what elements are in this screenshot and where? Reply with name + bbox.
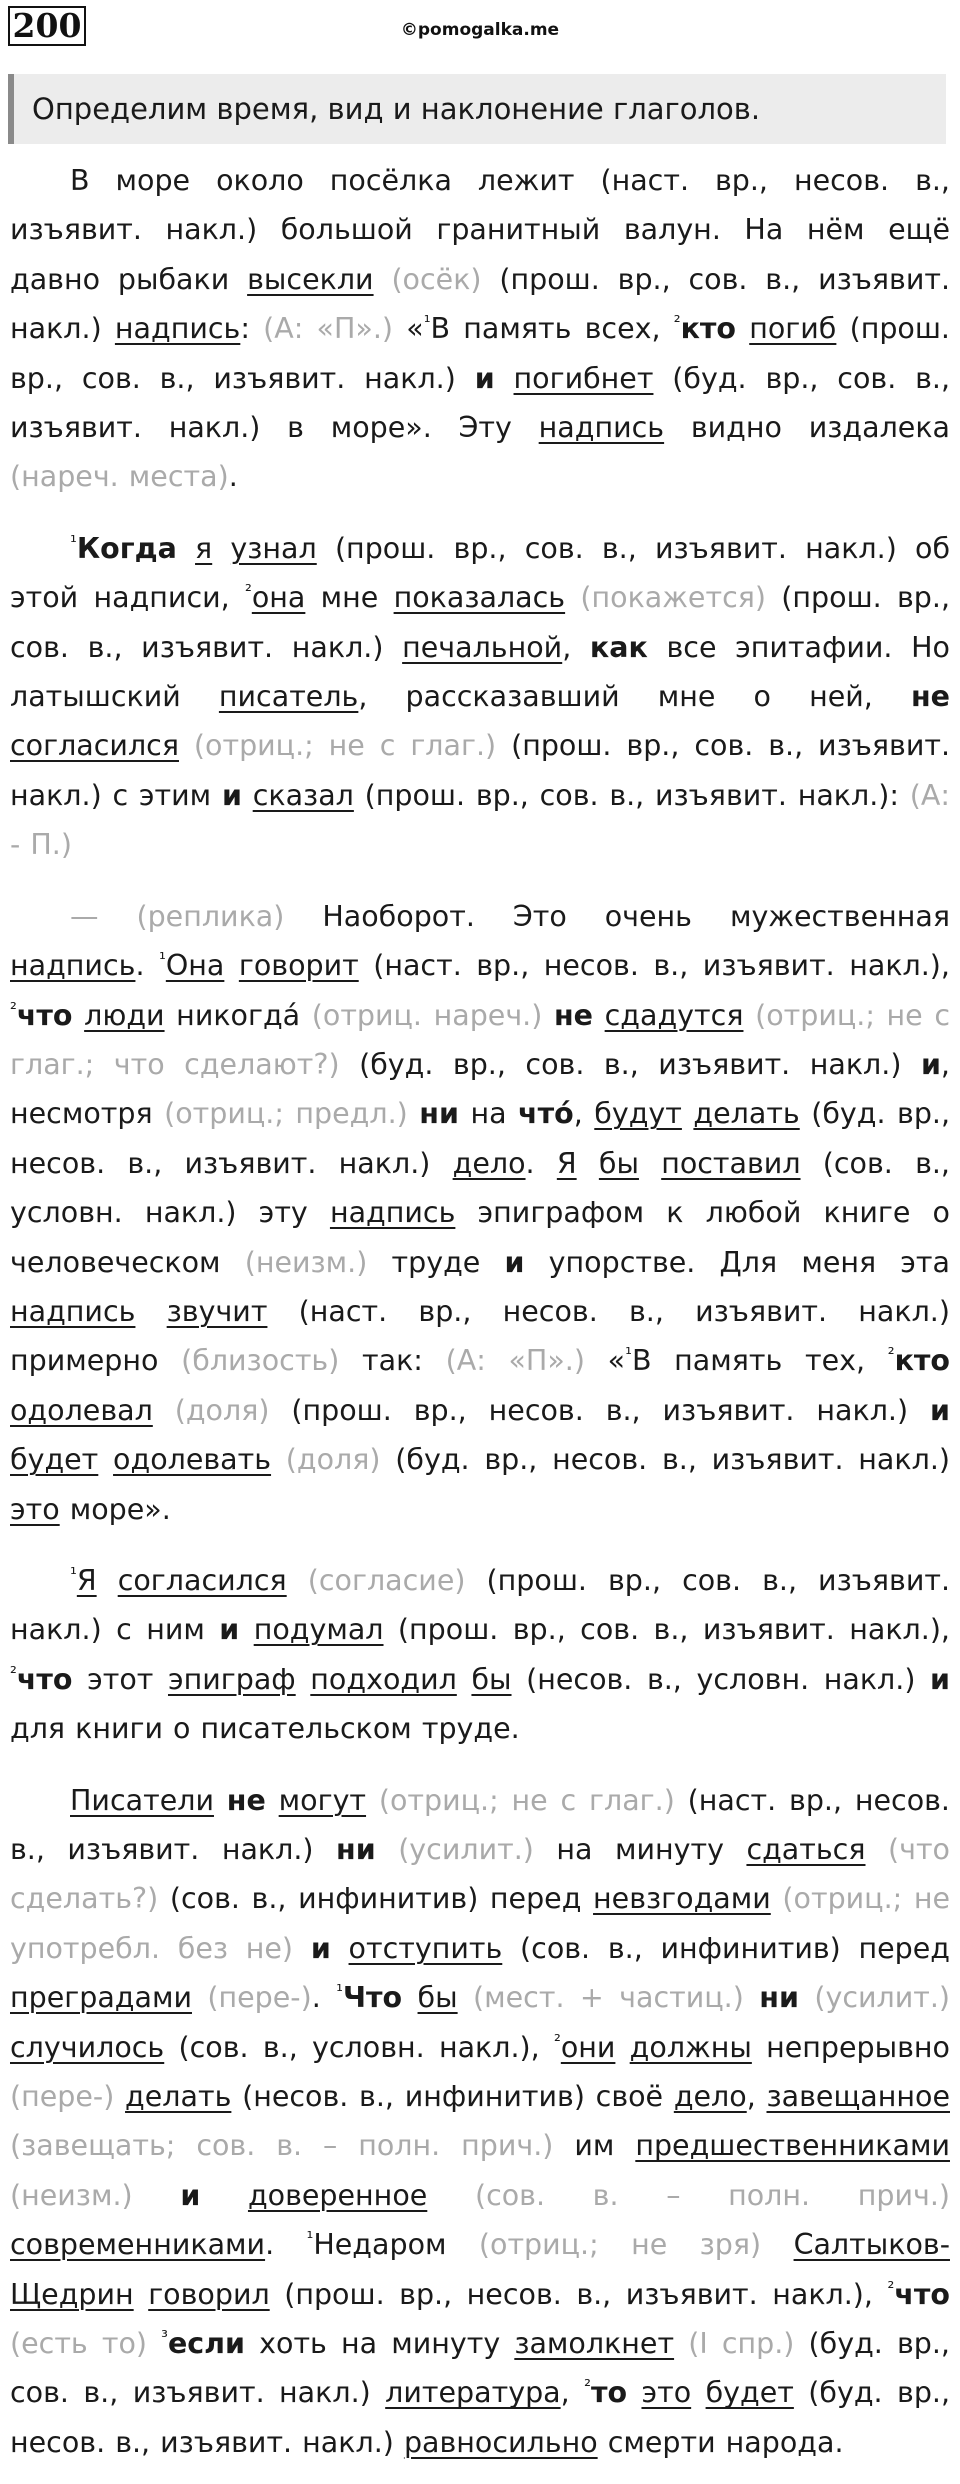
- paragraph: $^{^1}$Когда я узнал (прош. вр., сов. в., изъявит. накл.) об этой надписи, $^{^2}$она мне показалась (покажется) (прош. вр., сов. в., изъявит. накл.) печальной, как все эпитафии. Но латышский писатель, рассказавший мне о ней, не согласился (отриц.; не с глаг.) (прош. вр., сов. в., изъявит. накл.) с этим и сказал (прош. вр., сов. в., изъявит. накл.): (А: - П.): [10, 531, 951, 862]
- header: [0, 0, 960, 70]
- paragraph: В море около посёлка лежит (наст. вр., несов. в., изъявит. накл.) большой гранитный валун. На нём ещё давно рыбаки высекли (осёк) (прош. вр., сов. в., изъявит. накл.) надпись: (А: «П».) «$^{^1}$В память всех, $^{^2}$кто погиб (прош. вр., сов. в., изъявит. накл.) и погибнет (буд. вр., сов. в., изъявит. накл.) в море». Эту надпись видно издалека (нареч. места).: [10, 164, 951, 494]
- answer-text: [0, 144, 960, 2467]
- paragraph: Писатели не могут (отриц.; не с глаг.) (наст. вр., несов. в., изъявит. накл.) ни (усилит.) на минуту сдаться (что сделать?) (сов. в., инфинитив) перед невзгодами (отриц.; не употребл. без не) и отступить (сов. в., инфинитив) перед преградами (пере-). $^{^1}$Что бы (мест. + частиц.) ни (усилит.) случилось (сов. в., условн. накл.), $^{^2}$они должны непрерывно (пере-) делать (несов. в., инфинитив) своё дело, завещанное (завещать; сов. в. – полн. прич.) им предшественниками (неизм.) и доверенное (сов. в. – полн. прич.) современниками. $^{^1}$Недаром (отриц.; не зря) Салтыков-Щедрин говорил (прош. вр., несов. в., изъявит. накл.), $^{^2}$что (есть то) $^{^3}$если хоть на минуту замолкнет (I спр.) (буд. вр., сов. в., изъявит. накл.) литература, $^{^2}$то это будет (буд. вр., несов. в., изъявит. накл.) равносильно смерти народа.: [10, 1783, 951, 2459]
- task-statement: Определим время, вид и наклонение глаголов.: [8, 74, 946, 144]
- site-watermark: ©pomogalka.me: [400, 20, 560, 40]
- paragraph: — (реплика) Наоборот. Это очень мужественная надпись. $^{^1}$Она говорит (наст. вр., несов. в., изъявит. накл.), $^{^2}$что люди никогда́ (отриц. нареч.) не сдадутся (отриц.; не с глаг.; что сделают?) (буд. вр., сов. в., изъявит. накл.) и, несмотря (отриц.; предл.) ни на что́, будут делать (буд. вр., несов. в., изъявит. накл.) дело. Я бы поставил (сов. в., условн. накл.) эту надпись эпиграфом к любой книге о человеческом (неизм.) труде и упорстве. Для меня эта надпись звучит (наст. вр., несов. в., изъявит. накл.) примерно (близость) так: (А: «П».) «$^{^1}$В память тех, $^{^2}$кто одолевал (доля) (прош. вр., несов. в., изъявит. накл.) и будет одолевать (доля) (буд. вр., несов. в., изъявит. накл.) это море».: [10, 899, 951, 1526]
- paragraph: $^{^1}$Я согласился (согласие) (прош. вр., сов. в., изъявит. накл.) с ним и подумал (прош. вр., сов. в., изъявит. накл.), $^{^2}$что этот эпиграф подходил бы (несов. в., условн. накл.) и для книги о писательском труде.: [10, 1563, 951, 1746]
- exercise-number: 200: [8, 6, 86, 46]
